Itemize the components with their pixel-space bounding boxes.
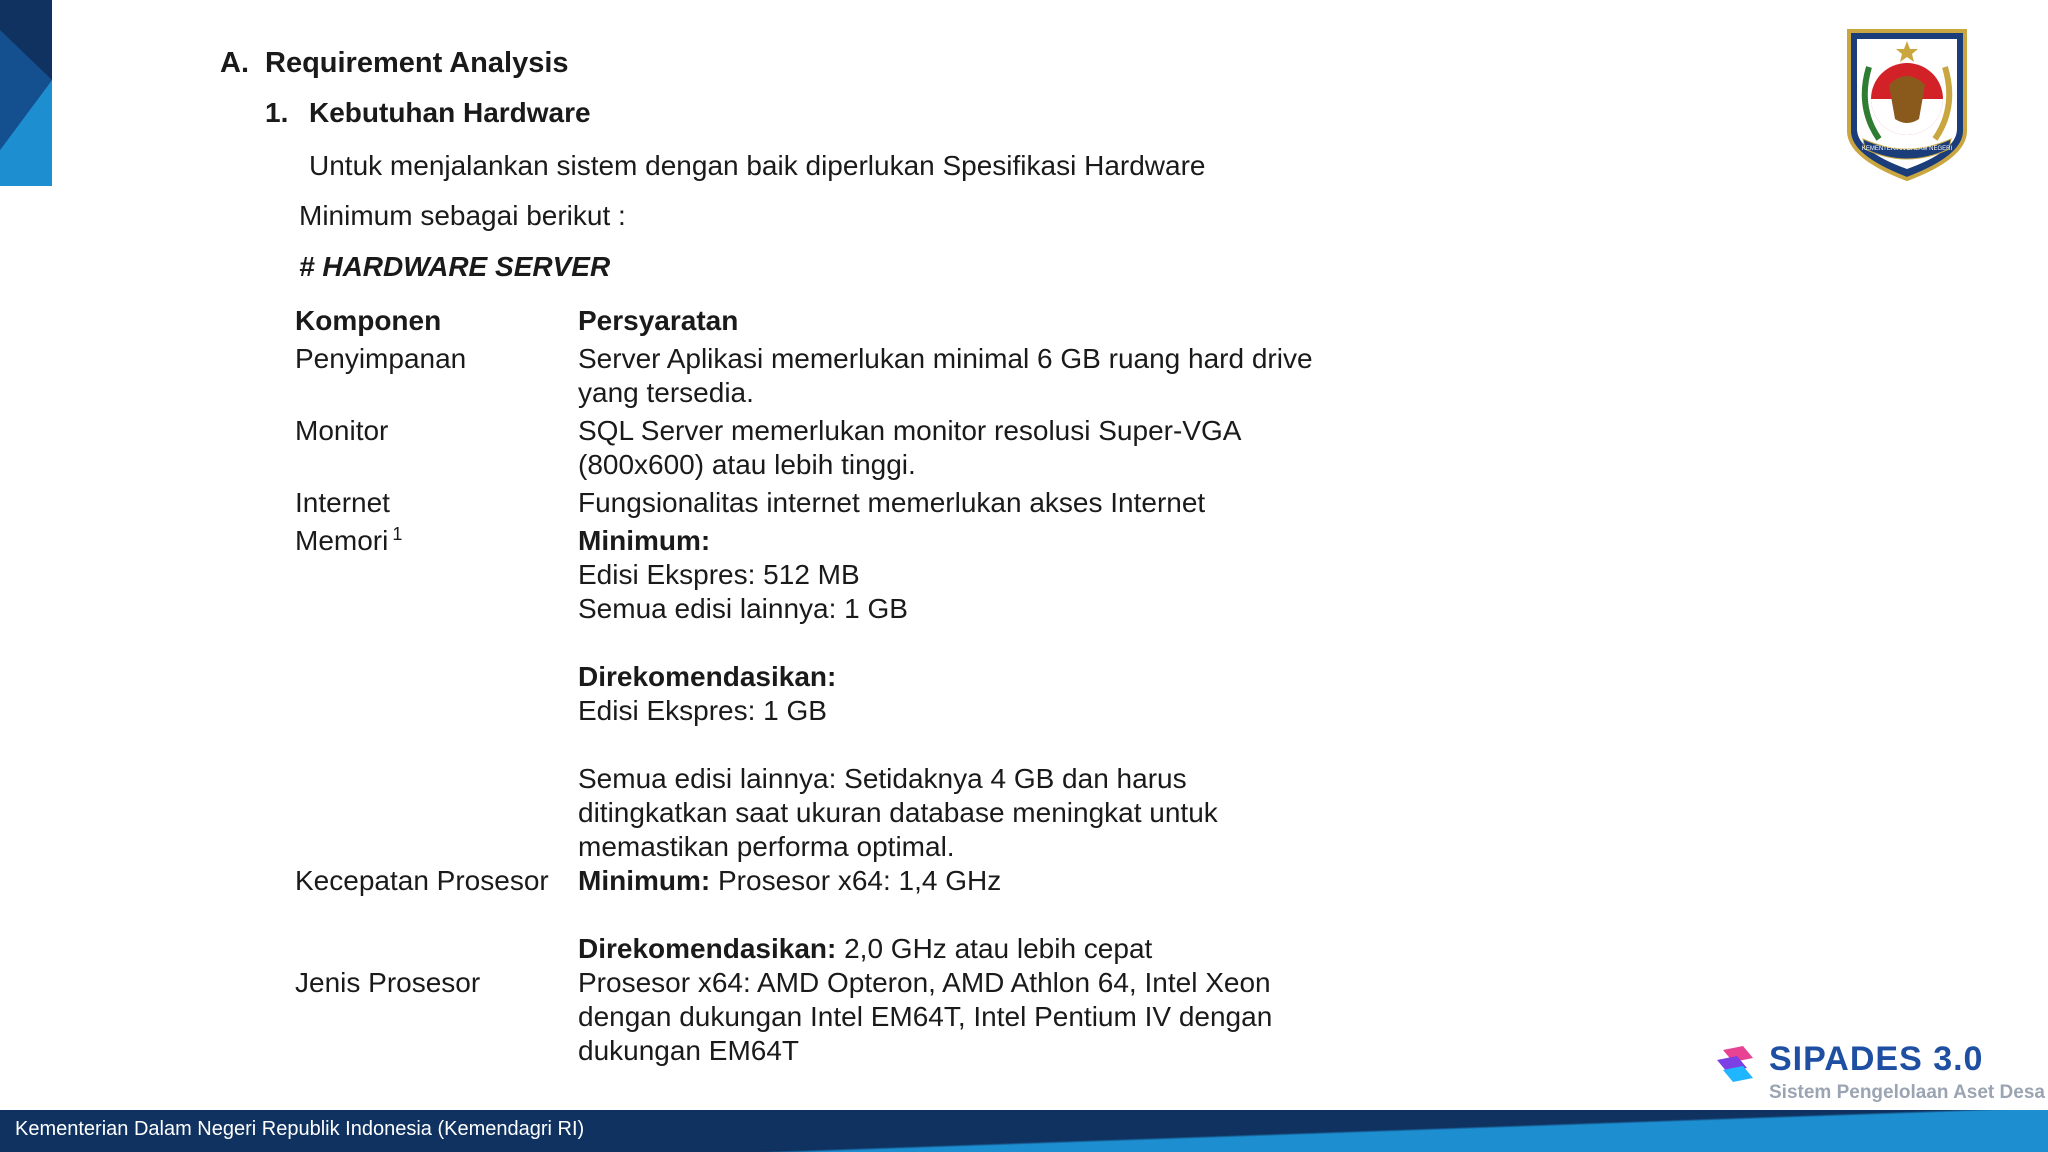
monitor-req-line: (800x600) atau lebih tinggi. [578,449,916,480]
memory-req-line: Edisi Ekspres: 1 GB [578,695,827,726]
cpu-speed-rec-label: Direkomendasikan: [578,933,837,964]
footnote-marker: 1 [392,524,403,544]
memory-req-line: ditingkatkan saat ukuran database meningkat untuk [578,797,1218,828]
internet-name: Internet [295,487,390,518]
intro-line-1: Untuk menjalankan sistem dengan baik diperlukan Spesifikasi Hardware [309,150,1206,181]
memory-req-line: memastikan performa optimal. [578,831,955,862]
cpu-type-req-line: dengan dukungan Intel EM64T, Intel Pentium IV dengan [578,1001,1273,1032]
cpu-speed-name: Kecepatan Prosesor [295,865,549,896]
intro-line-2: Minimum sebagai berikut : [299,200,626,231]
table-header [295,304,1375,338]
footer-text: Kementerian Dalam Negeri Republik Indonesia (Kemendagri RI) [15,1118,585,1140]
kemendagri-emblem [1845,27,1969,183]
footer-bar [0,1110,2048,1152]
table-row-internet [295,486,1375,520]
memory-name: Memori [295,525,389,556]
spec-table [295,304,1375,1068]
memory-min-label: Minimum: [578,525,711,556]
header-component: Komponen [295,305,442,336]
brand-name: SIPADES 3.0 [1769,1040,1984,1078]
memory-req-line: Semua edisi lainnya: Setidaknya 4 GB dan harus [578,763,1187,794]
table-row-memory [295,524,1375,864]
monitor-name: Monitor [295,415,389,446]
header-requirement: Persyaratan [578,305,739,336]
cpu-speed-min-value: Prosesor x64: 1,4 GHz [710,865,1002,896]
subsection-label: 1. [265,97,289,128]
table-row-cpu-type [295,966,1375,1068]
table-row-cpu-speed [295,864,1375,966]
storage-req-line: yang tersedia. [578,377,754,408]
cpu-speed-min-label: Minimum: [578,865,711,896]
internet-req-line: Fungsionalitas internet memerlukan akses Internet [578,487,1206,518]
cpu-speed-rec-value: 2,0 GHz atau lebih cepat [836,933,1153,964]
hardware-server-title: # HARDWARE SERVER [299,251,611,282]
monitor-req-line: SQL Server memerlukan monitor resolusi Super-VGA [578,415,1242,446]
emblem-ribbon-text: KEMENTERIAN DALAM NEGERI [1861,146,1953,152]
memory-req-line: Edisi Ekspres: 512 MB [578,559,860,590]
section-title: Requirement Analysis [265,47,569,79]
subsection-heading [265,97,591,129]
table-row-monitor [295,414,1375,482]
cpu-type-req-line: dukungan EM64T [578,1035,800,1066]
section-label: A. [220,47,249,79]
section-heading [220,47,569,80]
brand-tagline: Sistem Pengelolaan Aset Desa [1769,1082,2045,1103]
corner-decoration [0,0,52,186]
cpu-type-name: Jenis Prosesor [295,967,481,998]
sipades-brand [1713,1040,2045,1103]
subsection-title: Kebutuhan Hardware [309,97,591,128]
table-row-storage [295,342,1375,410]
memory-rec-label: Direkomendasikan: [578,661,837,692]
storage-req-line: Server Aplikasi memerlukan minimal 6 GB ruang hard drive [578,343,1313,374]
memory-req-line: Semua edisi lainnya: 1 GB [578,593,908,624]
storage-name: Penyimpanan [295,343,467,374]
sipades-logo-icon [1713,1044,1761,1086]
cpu-type-req-line: Prosesor x64: AMD Opteron, AMD Athlon 64, Intel Xeon [578,967,1271,998]
